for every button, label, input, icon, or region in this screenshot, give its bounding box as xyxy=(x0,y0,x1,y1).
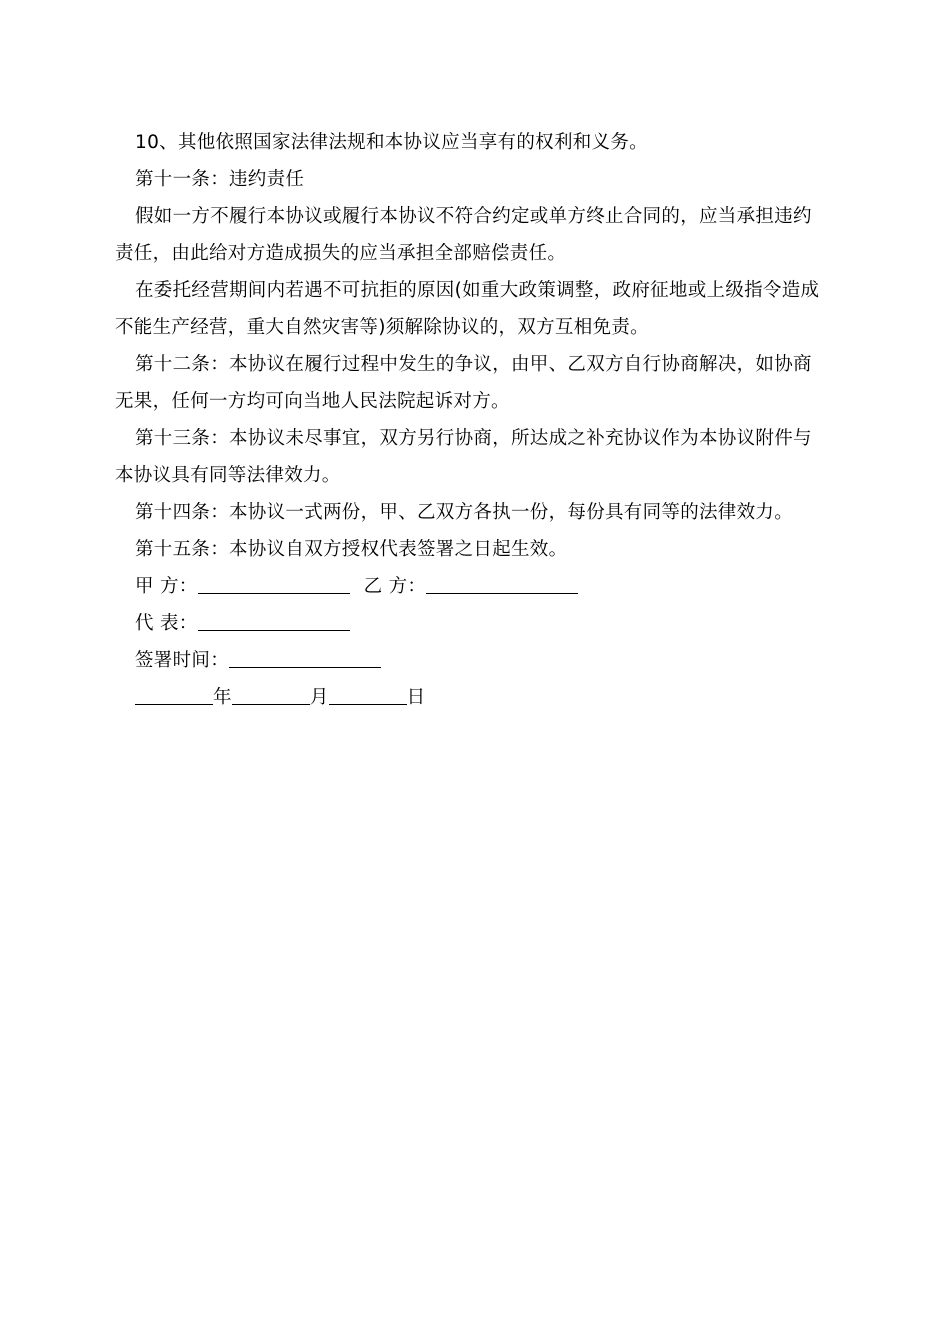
day-blank[interactable] xyxy=(329,682,407,705)
month-label: 月 xyxy=(309,687,329,708)
representative-row xyxy=(115,605,840,642)
month-blank[interactable] xyxy=(232,682,310,705)
year-label: 年 xyxy=(213,687,232,708)
day-label: 日 xyxy=(406,687,426,708)
signing-time-row xyxy=(115,642,840,679)
party-b-label: 乙 方： xyxy=(363,576,427,597)
article-12-line-1: 第十二条：本协议在履行过程中发生的争议，由甲、乙双方自行协商解决，如协商 xyxy=(135,354,812,375)
article-13-line-1: 第十三条：本协议未尽事宜，双方另行协商，所达成之补充协议作为本协议附件与 xyxy=(135,428,812,449)
party-b-blank[interactable] xyxy=(426,571,578,594)
date-row xyxy=(115,679,840,716)
article-15: 第十五条：本协议自双方授权代表签署之日起生效。 xyxy=(135,539,568,560)
article-11-para-2-line-2: 不能生产经营，重大自然灾害等)须解除协议的，双方互相免责。 xyxy=(115,317,649,338)
article-11-para-1-line-2: 责任，由此给对方造成损失的应当承担全部赔偿责任。 xyxy=(115,243,567,264)
party-a-label: 甲 方： xyxy=(135,576,198,597)
article-13-line-2: 本协议具有同等法律效力。 xyxy=(115,465,341,486)
article-12-line-2: 无果，任何一方均可向当地人民法院起诉对方。 xyxy=(115,391,510,412)
signing-time-blank[interactable] xyxy=(229,645,381,668)
representative-blank[interactable] xyxy=(198,608,350,631)
article-14: 第十四条：本协议一式两份，甲、乙双方各执一份，每份具有同等的法律效力。 xyxy=(135,502,794,523)
clause-10: 10、其他依照国家法律法规和本协议应当享有的权利和义务。 xyxy=(135,132,648,153)
year-blank[interactable] xyxy=(135,682,213,705)
article-11-para-2-line-1: 在委托经营期间内若遇不可抗拒的原因(如重大政策调整，政府征地或上级指令造成 xyxy=(135,280,820,301)
document-body xyxy=(115,124,840,716)
party-signature-row xyxy=(115,568,840,605)
article-11-para-1-line-1: 假如一方不履行本协议或履行本协议不符合约定或单方终止合同的，应当承担违约 xyxy=(135,206,812,227)
article-11-title: 第十一条：违约责任 xyxy=(135,169,305,190)
party-a-blank[interactable] xyxy=(198,571,350,594)
signing-time-label: 签署时间： xyxy=(135,650,230,671)
representative-label: 代 表： xyxy=(135,613,198,634)
